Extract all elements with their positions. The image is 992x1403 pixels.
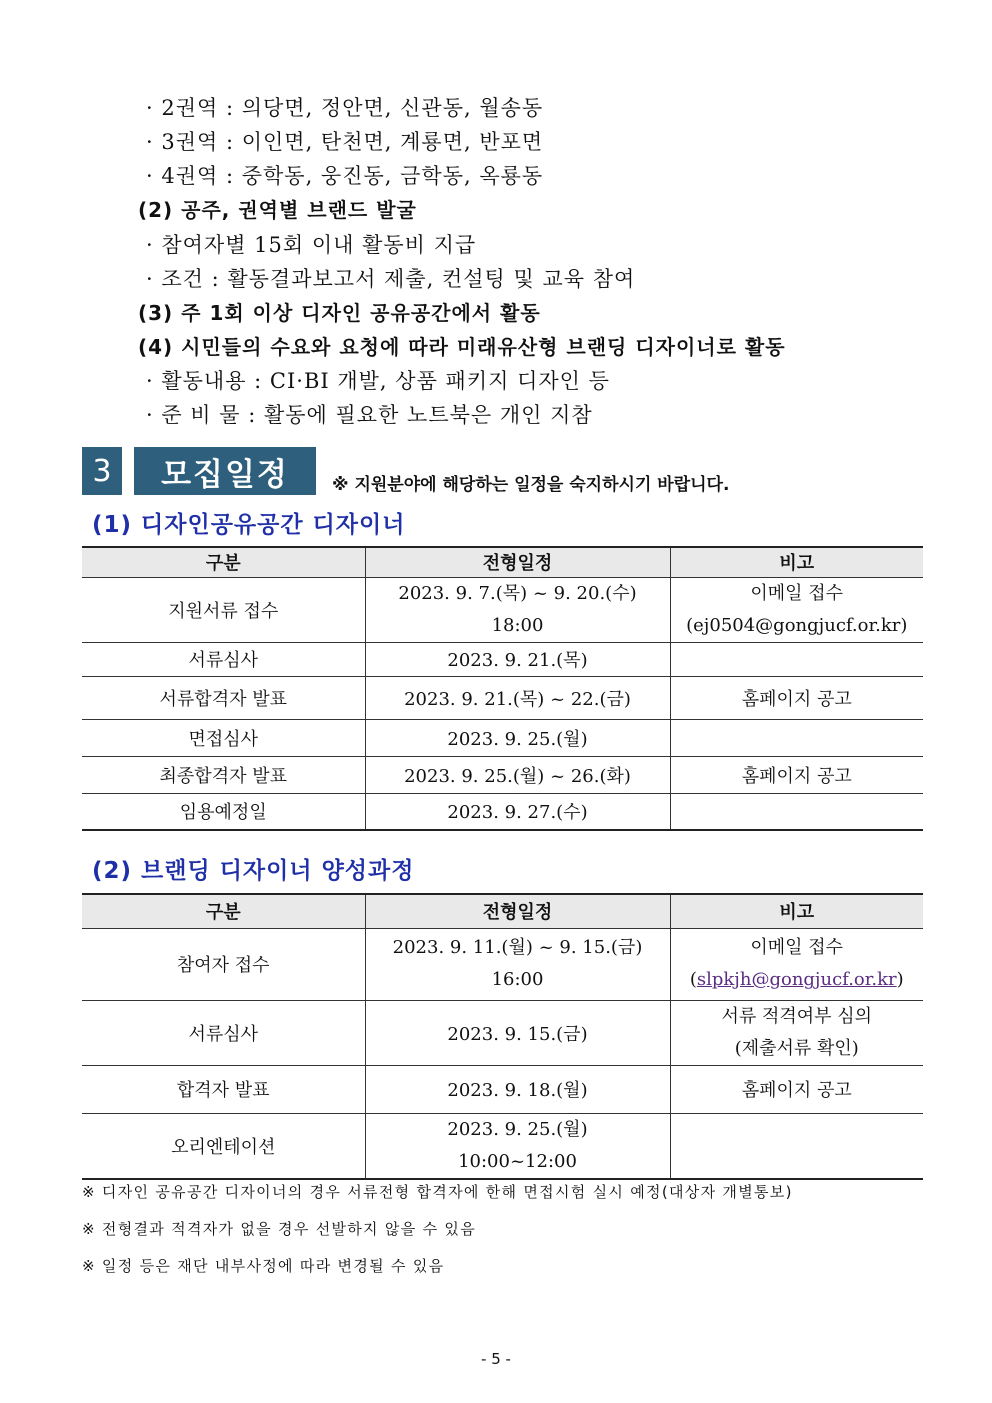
table-row xyxy=(82,676,923,719)
cell-date: 2023. 9. 18.(월) xyxy=(365,1065,670,1113)
cell-date: 2023. 9. 11.(월) ~ 9. 15.(금) 16:00 xyxy=(365,928,670,1000)
cell-date: 2023. 9. 15.(금) xyxy=(365,1000,670,1065)
item2-heading: (2) 공주, 권역별 브랜드 발굴 xyxy=(138,198,417,222)
cell-remarks: 이메일 접수 (ej0504@gongjucf.or.kr) xyxy=(670,577,923,642)
cell-remarks xyxy=(670,793,923,830)
cell-date: 2023. 9. 25.(월) 10:00~12:00 xyxy=(365,1113,670,1179)
cell-remarks xyxy=(670,1113,923,1179)
item2-bullet-2: · 조건 : 활동결과보고서 제출, 컨설팅 및 교육 참여 xyxy=(146,267,636,291)
table2-header-row xyxy=(82,894,923,928)
section-number: 3 xyxy=(82,447,122,495)
email-text: (ej0504@gongjucf.or.kr) xyxy=(686,614,908,636)
col-header-schedule: 전형일정 xyxy=(365,547,670,577)
table-row xyxy=(82,756,923,793)
item3-heading: (3) 주 1회 이상 디자인 공유공간에서 활동 xyxy=(138,301,541,325)
section-title: 모집일정 xyxy=(134,447,316,495)
footnote-2: ※ 전형결과 적격자가 없을 경우 선발하지 않을 수 있음 xyxy=(82,1220,477,1238)
region-3-line: · 3권역 : 이인면, 탄천면, 계룡면, 반포면 xyxy=(146,130,544,154)
col-header-remarks: 비고 xyxy=(670,547,923,577)
table1-heading: (1) 디자인공유공간 디자이너 xyxy=(92,512,406,538)
table-row xyxy=(82,928,923,1000)
table-row xyxy=(82,793,923,830)
cell-remarks xyxy=(670,719,923,756)
table-row xyxy=(82,1065,923,1113)
col-header-category: 구분 xyxy=(82,894,365,928)
cell-category: 합격자 발표 xyxy=(82,1065,365,1113)
cell-remarks: 이메일 접수 (slpkjh@gongjucf.or.kr) xyxy=(670,928,923,1000)
cell-remarks xyxy=(670,642,923,676)
cell-category: 서류심사 xyxy=(82,1000,365,1065)
section-note: ※ 지원분야에 해당하는 일정을 숙지하시기 바랍니다. xyxy=(332,475,730,495)
cell-remarks: 서류 적격여부 심의 (제출서류 확인) xyxy=(670,1000,923,1065)
footnote-3: ※ 일정 등은 재단 내부사정에 따라 변경될 수 있음 xyxy=(82,1257,445,1275)
item2-bullet-1: · 참여자별 15회 이내 활동비 지급 xyxy=(146,233,477,257)
cell-date: 2023. 9. 21.(목) xyxy=(365,642,670,676)
table1-header-row xyxy=(82,547,923,577)
cell-date: 2023. 9. 21.(목) ~ 22.(금) xyxy=(365,676,670,719)
cell-date: 2023. 9. 25.(월) ~ 26.(화) xyxy=(365,756,670,793)
cell-category: 임용예정일 xyxy=(82,793,365,830)
cell-remarks: 홈페이지 공고 xyxy=(670,676,923,719)
cell-date: 2023. 9. 27.(수) xyxy=(365,793,670,830)
cell-date: 2023. 9. 25.(월) xyxy=(365,719,670,756)
cell-category: 오리엔테이션 xyxy=(82,1113,365,1179)
cell-category: 서류합격자 발표 xyxy=(82,676,365,719)
col-header-schedule: 전형일정 xyxy=(365,894,670,928)
cell-date: 2023. 9. 7.(목) ~ 9. 20.(수) 18:00 xyxy=(365,577,670,642)
item4-heading: (4) 시민들의 수요와 요청에 따라 미래유산형 브랜딩 디자이너로 활동 xyxy=(138,335,786,359)
table-row xyxy=(82,642,923,676)
cell-category: 최종합격자 발표 xyxy=(82,756,365,793)
cell-category: 서류심사 xyxy=(82,642,365,676)
table1-schedule xyxy=(82,546,923,831)
page-number: - 5 - xyxy=(481,1350,511,1368)
table2-schedule xyxy=(82,893,923,1180)
cell-remarks: 홈페이지 공고 xyxy=(670,1065,923,1113)
table-row xyxy=(82,719,923,756)
table-row xyxy=(82,1113,923,1179)
table-row xyxy=(82,577,923,642)
cell-remarks: 홈페이지 공고 xyxy=(670,756,923,793)
region-2-line: · 2권역 : 의당면, 정안면, 신관동, 월송동 xyxy=(146,96,544,120)
email-link[interactable]: slpkjh@gongjucf.or.kr xyxy=(696,969,897,990)
item4-bullet-2: · 준 비 물 : 활동에 필요한 노트북은 개인 지참 xyxy=(146,403,593,427)
col-header-remarks: 비고 xyxy=(670,894,923,928)
table2-heading: (2) 브랜딩 디자이너 양성과정 xyxy=(92,858,415,884)
cell-category: 면접심사 xyxy=(82,719,365,756)
item4-bullet-1: · 활동내용 : CI·BI 개발, 상품 패키지 디자인 등 xyxy=(146,369,610,393)
col-header-category: 구분 xyxy=(82,547,365,577)
cell-category: 참여자 접수 xyxy=(82,928,365,1000)
region-4-line: · 4권역 : 중학동, 웅진동, 금학동, 옥룡동 xyxy=(146,164,544,188)
cell-category: 지원서류 접수 xyxy=(82,577,365,642)
table-row xyxy=(82,1000,923,1065)
footnote-1: ※ 디자인 공유공간 디자이너의 경우 서류전형 합격자에 한해 면접시험 실시 예정(대상자 개별통보) xyxy=(82,1183,793,1201)
